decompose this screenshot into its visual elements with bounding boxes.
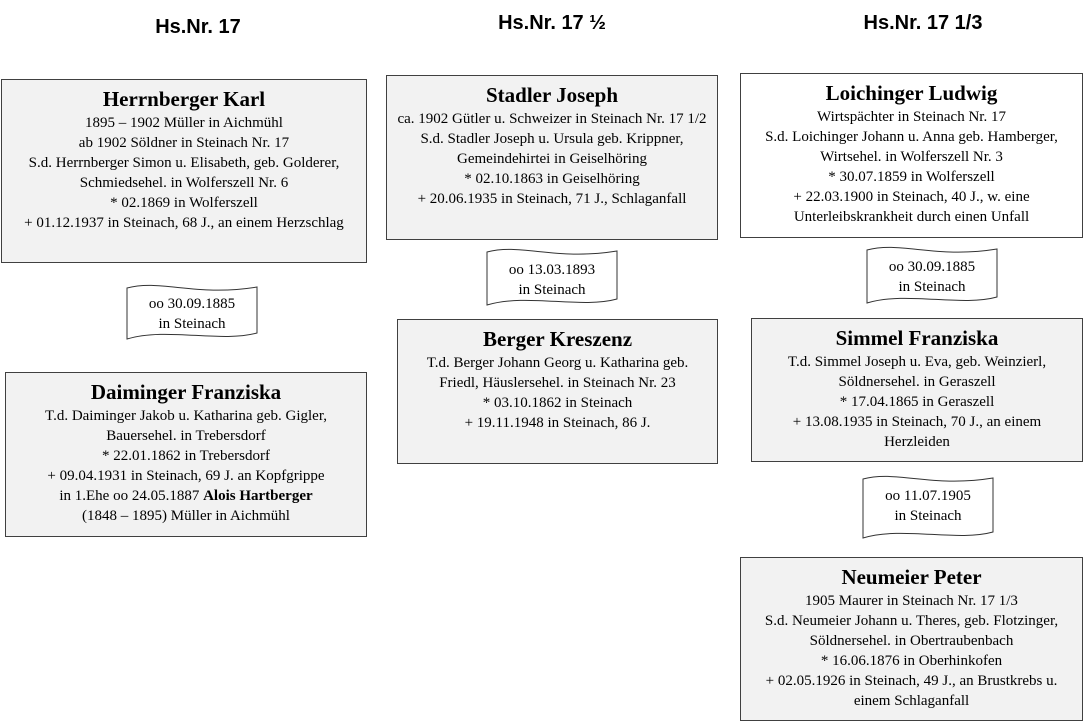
- person-info-line: S.d. Loichinger Johann u. Anna geb. Hamberger, Wirtsehel. in Wolferszell Nr. 3: [765, 129, 1058, 165]
- person-info-line: + 02.05.1926 in Steinach, 49 J., an Brustkrebs u. einem Schlaganfall: [765, 673, 1058, 709]
- person-info-line: * 22.01.1862 in Trebersdorf: [102, 448, 270, 464]
- person-name: Neumeier Peter: [841, 565, 982, 589]
- marriage-date: oo 30.09.1885: [148, 296, 236, 312]
- person-box-berger-kreszenz: [397, 319, 718, 464]
- person-info-line: ab 1902 Söldner in Steinach Nr. 17: [78, 135, 290, 151]
- marriage-place: in Steinach: [518, 282, 586, 298]
- person-info-line: * 17.04.1865 in Geraszell: [839, 394, 995, 410]
- person-name: Herrnberger Karl: [102, 87, 266, 111]
- person-box-simmel-franziska: [751, 318, 1083, 462]
- prior-marriage-prefix: in 1.Ehe oo 24.05.1887: [59, 488, 204, 504]
- person-info-line: 1895 – 1902 Müller in Aichmühl: [85, 115, 283, 131]
- person-info-line: * 03.10.1862 in Steinach: [482, 395, 633, 411]
- person-info-line: + 09.04.1931 in Steinach, 69 J. an Kopfgrippe: [47, 468, 325, 484]
- person-info-line: + 01.12.1937 in Steinach, 68 J., an einem Herzschlag: [24, 215, 344, 231]
- person-box-loichinger-ludwig: [740, 73, 1083, 238]
- prior-spouse-name: Alois Hartberger: [203, 488, 313, 504]
- person-info-line: S.d. Neumeier Johann u. Theres, geb. Flotzinger, Söldnersehel. in Obertraubenbach: [764, 613, 1059, 649]
- person-name: Daiminger Franziska: [90, 380, 282, 404]
- marriage-scroll: [866, 245, 998, 309]
- person-info-line: + 22.03.1900 in Steinach, 40 J., w. eine Unterleibskrankheit durch einen Unfall: [793, 189, 1030, 225]
- heading-hs-17-half: Hs.Nr. 17 ½: [498, 12, 606, 34]
- marriage-place: in Steinach: [894, 508, 962, 524]
- person-info-line: + 13.08.1935 in Steinach, 70 J., an einem Herzleiden: [792, 414, 1042, 450]
- person-box-herrnberger-karl: [1, 79, 367, 263]
- marriage-place: in Steinach: [898, 279, 966, 295]
- person-name: Simmel Franziska: [835, 326, 999, 350]
- marriage-scroll: [862, 474, 994, 544]
- person-box-stadler-joseph: [386, 75, 718, 240]
- person-info-line: ca. 1902 Gütler u. Schweizer in Steinach Nr. 17 1/2: [397, 111, 707, 127]
- marriage-date: oo 30.09.1885: [888, 259, 976, 275]
- person-info-line: Wirtspächter in Steinach Nr. 17: [817, 109, 1006, 125]
- person-info-line: (1848 – 1895) Müller in Aichmühl: [82, 508, 290, 524]
- person-info-line: * 02.10.1863 in Geiselhöring: [464, 171, 640, 187]
- person-info-line: * 16.06.1876 in Oberhinkofen: [820, 653, 1003, 669]
- heading-hs-17-third: Hs.Nr. 17 1/3: [863, 12, 983, 34]
- marriage-scroll: [486, 247, 618, 311]
- marriage-scroll: [126, 283, 258, 345]
- person-info-line: * 02.1869 in Wolferszell: [110, 195, 258, 211]
- person-info-line: * 30.07.1859 in Wolferszell: [828, 169, 995, 185]
- person-info-line: 1905 Maurer in Steinach Nr. 17 1/3: [805, 593, 1018, 609]
- marriage-date: oo 11.07.1905: [885, 488, 971, 504]
- person-info-line: T.d. Simmel Joseph u. Eva, geb. Weinzierl, Söldnersehel. in Geraszell: [787, 354, 1047, 390]
- person-info-line: T.d. Berger Johann Georg u. Katharina geb. Friedl, Häuslersehel. in Steinach Nr. 23: [426, 355, 689, 391]
- person-name: Stadler Joseph: [485, 83, 619, 107]
- marriage-date: oo 13.03.1893: [508, 262, 596, 278]
- person-name: Loichinger Ludwig: [825, 81, 998, 105]
- person-info-line: + 20.06.1935 in Steinach, 71 J., Schlaganfall: [417, 191, 687, 207]
- person-info-line: S.d. Stadler Joseph u. Ursula geb. Krippner, Gemeindehirtei in Geiselhöring: [420, 131, 684, 167]
- person-info-line: + 19.11.1948 in Steinach, 86 J.: [464, 415, 651, 431]
- person-info-line: S.d. Herrnberger Simon u. Elisabeth, geb. Golderer, Schmiedsehel. in Wolferszell Nr. 6: [28, 155, 340, 191]
- person-box-daiminger-franziska: [5, 372, 367, 537]
- person-name: Berger Kreszenz: [482, 327, 633, 351]
- heading-hs-17: Hs.Nr. 17: [155, 16, 241, 38]
- prior-marriage-line: [16, 486, 356, 506]
- person-info-line: T.d. Daiminger Jakob u. Katharina geb. Gigler, Bauersehel. in Trebersdorf: [45, 408, 327, 444]
- marriage-place: in Steinach: [158, 316, 226, 332]
- person-box-neumeier-peter: [740, 557, 1083, 721]
